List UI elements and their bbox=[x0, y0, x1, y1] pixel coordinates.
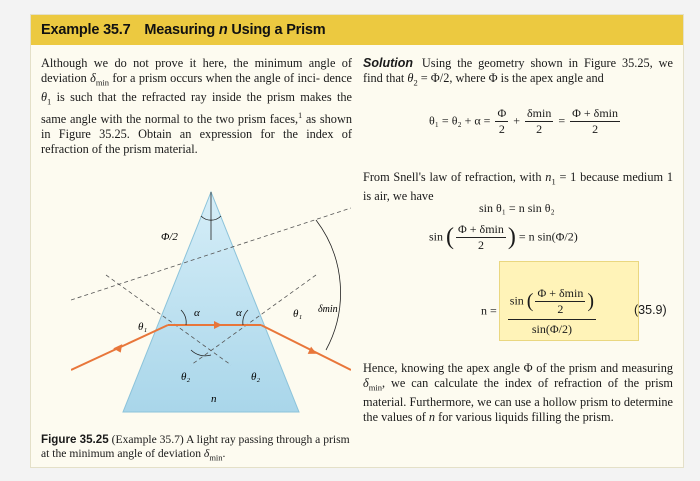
prism-figure bbox=[71, 180, 351, 425]
label-n: n bbox=[211, 393, 217, 405]
equation-snell-substituted: sin ( $\frac{\Phi + \delta\min}{2}$ ) = n sin(Φ/2) bbox=[429, 222, 578, 252]
figure-label: Figure 35.25 bbox=[41, 433, 109, 446]
solution-label: Solution bbox=[363, 56, 413, 70]
label-alpha-left: α bbox=[194, 307, 200, 319]
solution-intro: Solution Using the geometry shown in Figure 35.25, we find that $\theta_2 = \Phi/2$, where Φ is the apex angle and bbox=[363, 56, 673, 88]
equation-35-9: n = sin ( $\frac{\Phi + \delta\min}{2}$ ) sin(Φ/2) bbox=[481, 286, 595, 336]
problem-statement: Although we do not prove it here, the minimum angle of deviation $\delta_{min}$ for a prism occurs when the angle of inci- dence $\theta_1$ is such that the refracted ray inside the prism makes the same angle with the normal to the two prism faces,$^1$ as shown in Figure 35.25. Obtain an expression for the index of refraction of the prism material. bbox=[41, 56, 352, 156]
label-theta2-left: θ₂ bbox=[181, 371, 191, 383]
textbook-page bbox=[30, 14, 684, 468]
label-delta-min: δmin bbox=[318, 304, 338, 315]
label-theta1-left: θ₁ bbox=[138, 321, 148, 333]
example-label: Example 35.7 bbox=[41, 22, 131, 38]
footnote-marker: 1 bbox=[298, 111, 303, 121]
equation-number: (35.9) bbox=[634, 303, 667, 317]
snell-text: From Snell's law of refraction, with $n_1 = 1$ because medium 1 is air, we have bbox=[363, 170, 673, 204]
label-alpha-right: α bbox=[236, 307, 242, 319]
solution-conclusion: Hence, knowing the apex angle Φ of the prism and measuring $\delta_{min}$, we can calculate the index of refraction of the prism material. Furthermore, we can use a hollow prism to determine the values of n for various liquids filling the prism. bbox=[363, 361, 673, 424]
equation-snell: sin θ₁ = n sin θ₂ bbox=[479, 201, 555, 215]
label-theta1-right: θ₁ bbox=[293, 308, 303, 320]
label-theta2-right: θ₂ bbox=[251, 371, 261, 383]
example-heading bbox=[41, 22, 326, 38]
equation-angle-relation: θ₁ = θ₂ + α = $\frac{\Phi}{2}$ + $\frac{\delta\min}{2}$ = $\frac{\Phi + \delta\min}{2}$ bbox=[429, 106, 618, 136]
example-title: Measuring n Using a Prism bbox=[144, 22, 326, 38]
label-phi-half: Φ/2 bbox=[161, 231, 178, 243]
figure-caption: Figure 35.25 (Example 35.7) A light ray passing through a prism at the minimum angle of deviation $\delta_{min}$. bbox=[41, 433, 350, 463]
example-header bbox=[31, 15, 683, 45]
